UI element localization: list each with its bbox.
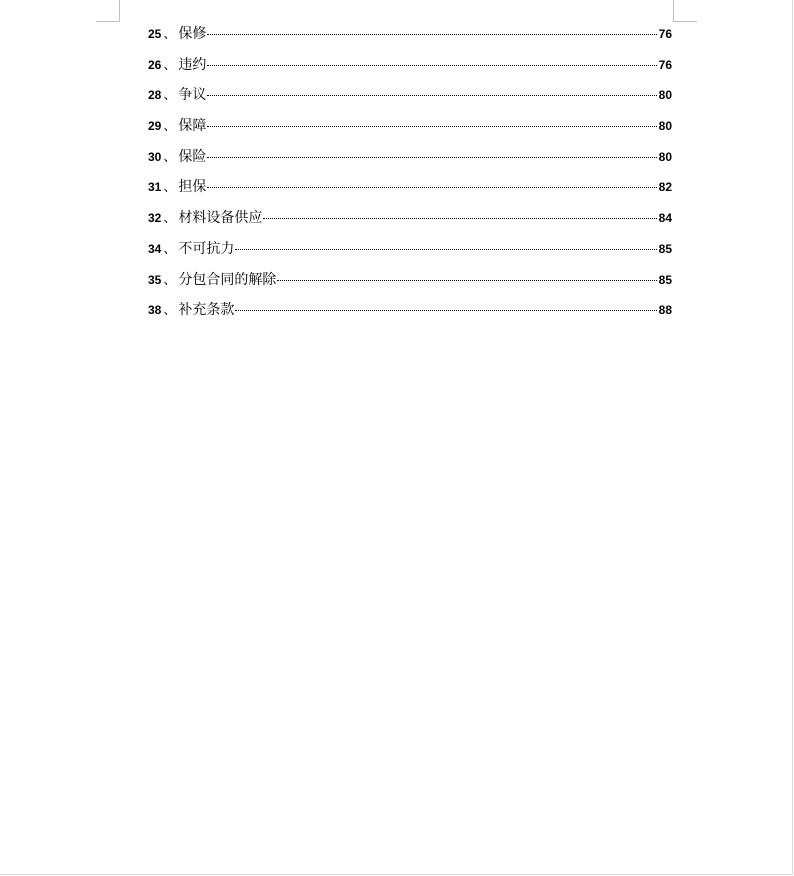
toc-entry-page: 80 bbox=[658, 119, 672, 134]
toc-entry-page: 76 bbox=[658, 27, 672, 41]
toc-entry[interactable] bbox=[148, 238, 672, 269]
table-of-contents bbox=[148, 23, 672, 330]
toc-entry-number: 28 bbox=[148, 88, 162, 103]
toc-entry[interactable] bbox=[148, 269, 672, 300]
toc-entry-title: 保障 bbox=[178, 118, 207, 135]
toc-entry-title: 保险 bbox=[178, 148, 207, 165]
toc-entry-title: 补充条款 bbox=[178, 302, 235, 319]
toc-entry-page: 88 bbox=[658, 303, 672, 318]
toc-entry-number: 30 bbox=[148, 149, 162, 164]
toc-entry[interactable] bbox=[148, 23, 672, 54]
toc-entry-separator: 、 bbox=[163, 272, 177, 288]
toc-dot-leader bbox=[207, 34, 656, 35]
crop-mark-top-left bbox=[96, 21, 120, 22]
toc-entry-page: 80 bbox=[658, 149, 672, 164]
toc-entry-separator: 、 bbox=[163, 57, 177, 73]
toc-entry-title: 保修 bbox=[178, 26, 207, 42]
toc-dot-leader bbox=[277, 280, 656, 281]
toc-entry-separator: 、 bbox=[163, 88, 177, 104]
toc-entry-separator: 、 bbox=[163, 241, 177, 257]
toc-entry-number: 34 bbox=[148, 241, 162, 256]
toc-entry-separator: 、 bbox=[163, 303, 177, 319]
toc-dot-leader bbox=[207, 65, 656, 66]
toc-entry-number: 25 bbox=[148, 27, 162, 41]
toc-entry-page: 80 bbox=[658, 88, 672, 103]
toc-entry-number: 38 bbox=[148, 303, 162, 318]
toc-entry[interactable] bbox=[148, 176, 672, 207]
toc-dot-leader bbox=[235, 249, 656, 250]
toc-entry-separator: 、 bbox=[163, 180, 177, 196]
toc-entry-title: 违约 bbox=[178, 56, 207, 73]
toc-entry[interactable] bbox=[148, 299, 672, 330]
toc-entry-page: 85 bbox=[658, 272, 672, 287]
toc-entry-separator: 、 bbox=[163, 119, 177, 135]
toc-entry-title: 不可抗力 bbox=[178, 240, 235, 257]
toc-dot-leader bbox=[207, 157, 656, 158]
crop-mark-top-right bbox=[673, 21, 697, 22]
toc-entry-title: 材料设备供应 bbox=[178, 210, 263, 227]
crop-mark-top-left bbox=[119, 0, 120, 21]
toc-entry[interactable] bbox=[148, 207, 672, 238]
toc-entry-separator: 、 bbox=[163, 211, 177, 227]
toc-entry-title: 担保 bbox=[178, 179, 207, 196]
toc-entry-page: 85 bbox=[658, 241, 672, 256]
crop-mark-top-right bbox=[673, 0, 674, 21]
toc-entry[interactable] bbox=[148, 54, 672, 85]
toc-entry-separator: 、 bbox=[163, 27, 177, 42]
toc-entry[interactable] bbox=[148, 84, 672, 115]
toc-entry-page: 76 bbox=[658, 57, 672, 72]
toc-entry-separator: 、 bbox=[163, 149, 177, 165]
toc-entry-title: 分包合同的解除 bbox=[178, 271, 277, 288]
toc-entry[interactable] bbox=[148, 146, 672, 177]
toc-dot-leader bbox=[235, 310, 656, 311]
toc-entry-number: 29 bbox=[148, 119, 162, 134]
toc-dot-leader bbox=[207, 126, 656, 127]
toc-entry-number: 32 bbox=[148, 211, 162, 226]
toc-entry-page: 82 bbox=[658, 180, 672, 195]
toc-dot-leader bbox=[263, 218, 656, 219]
toc-entry-number: 35 bbox=[148, 272, 162, 287]
toc-entry-number: 31 bbox=[148, 180, 162, 195]
toc-dot-leader bbox=[207, 95, 656, 96]
toc-entry-page: 84 bbox=[658, 211, 672, 226]
toc-entry-title: 争议 bbox=[178, 87, 207, 104]
toc-entry[interactable] bbox=[148, 115, 672, 146]
toc-entry-number: 26 bbox=[148, 57, 162, 72]
toc-dot-leader bbox=[207, 187, 656, 188]
